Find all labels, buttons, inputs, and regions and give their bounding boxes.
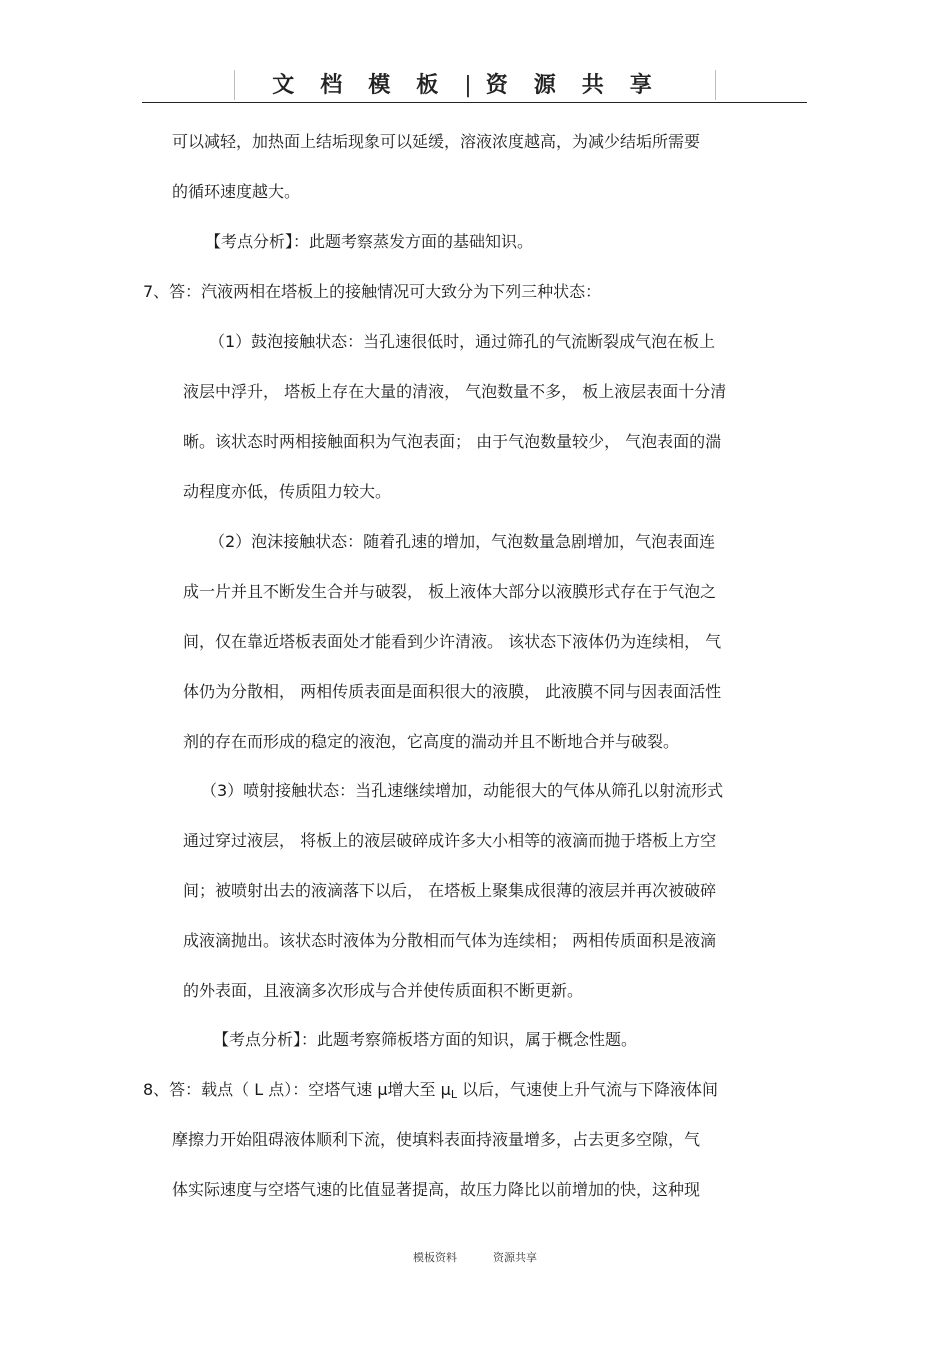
- text-line: 通过穿过液层， 将板上的液层破碎成许多大小相等的液滴而抛于塔板上方空: [183, 831, 717, 850]
- header-title-left: 文档模板: [272, 72, 465, 98]
- text-line: 间，仅在靠近塔板表面处才能看到少许清液。 该状态下液体仍为连续相， 气: [183, 632, 722, 651]
- state-3-heading: （3）喷射接触状态：当孔速继续增加，动能很大的气体从筛孔以射流形式: [201, 781, 724, 800]
- answer-8-prefix: 8、答：载点（ L 点）：空塔气速 μ增大至 μ: [143, 1080, 451, 1099]
- page-header: [142, 66, 807, 103]
- state-2-heading: （2）泡沫接触状态：随着孔速的增加，气泡数量急剧增加，气泡表面连: [209, 532, 716, 551]
- header-title-right: 资源共享: [485, 72, 678, 98]
- text-line: 可以减轻，加热面上结垢现象可以延缓，溶液浓度越高，为减少结垢所需要: [172, 132, 701, 151]
- text-line: 的外表面，且液滴多次形成与合并使传质面积不断更新。: [183, 981, 584, 1000]
- text-line: 成一片并且不断发生合并与破裂， 板上液体大部分以液膜形式存在于气泡之: [183, 582, 717, 601]
- text-line: 体仍为分散相， 两相传质表面是面积很大的液膜， 此液膜不同与因表面活性: [183, 682, 722, 701]
- answer-8-subscript: L: [450, 1088, 457, 1101]
- text-line: 间；被喷射出去的液滴落下以后， 在塔板上聚集成很薄的液层并再次被破碎: [183, 881, 717, 900]
- text-line: 剂的存在而形成的稳定的液泡，它高度的湍动并且不断地合并与破裂。: [183, 732, 680, 751]
- state-1-heading: （1）鼓泡接触状态：当孔速很低时，通过筛孔的气流断裂成气泡在板上: [209, 332, 716, 351]
- text-line: 动程度亦低，传质阻力较大。: [183, 482, 392, 501]
- text-line: 液层中浮升， 塔板上存在大量的清液， 气泡数量不多， 板上液层表面十分清: [183, 382, 727, 401]
- text-line: 摩擦力开始阻碍液体顺利下流，使填料表面持液量增多，占去更多空隙，气: [172, 1130, 701, 1149]
- analysis-note: 【考点分析】：此题考察筛板塔方面的知识，属于概念性题。: [213, 1030, 638, 1049]
- header-banner: [234, 70, 716, 100]
- text-line: 体实际速度与空塔气速的比值显著提高，故压力降比以前增加的快，这种现: [172, 1180, 701, 1199]
- footer-left: 模板资料: [413, 1251, 457, 1264]
- text-line: 成液滴抛出。该状态时液体为分散相而气体为连续相； 两相传质面积是液滴: [183, 931, 717, 950]
- analysis-note: 【考点分析】：此题考察蒸发方面的基础知识。: [205, 232, 534, 251]
- text-line: 晰。该状态时两相接触面积为气泡表面； 由于气泡数量较少， 气泡表面的湍: [183, 432, 722, 451]
- answer-8-heading: [143, 1079, 718, 1106]
- answer-8-suffix: 以后，气速使上升气流与下降液体间: [456, 1080, 719, 1099]
- answer-7-heading: 7、答：汽液两相在塔板上的接触情况可大致分为下列三种状态：: [143, 282, 602, 301]
- page-footer: [0, 1250, 950, 1266]
- header-separator: |: [464, 73, 472, 98]
- footer-right: 资源共享: [493, 1251, 537, 1264]
- text-line: 的循环速度越大。: [172, 182, 301, 201]
